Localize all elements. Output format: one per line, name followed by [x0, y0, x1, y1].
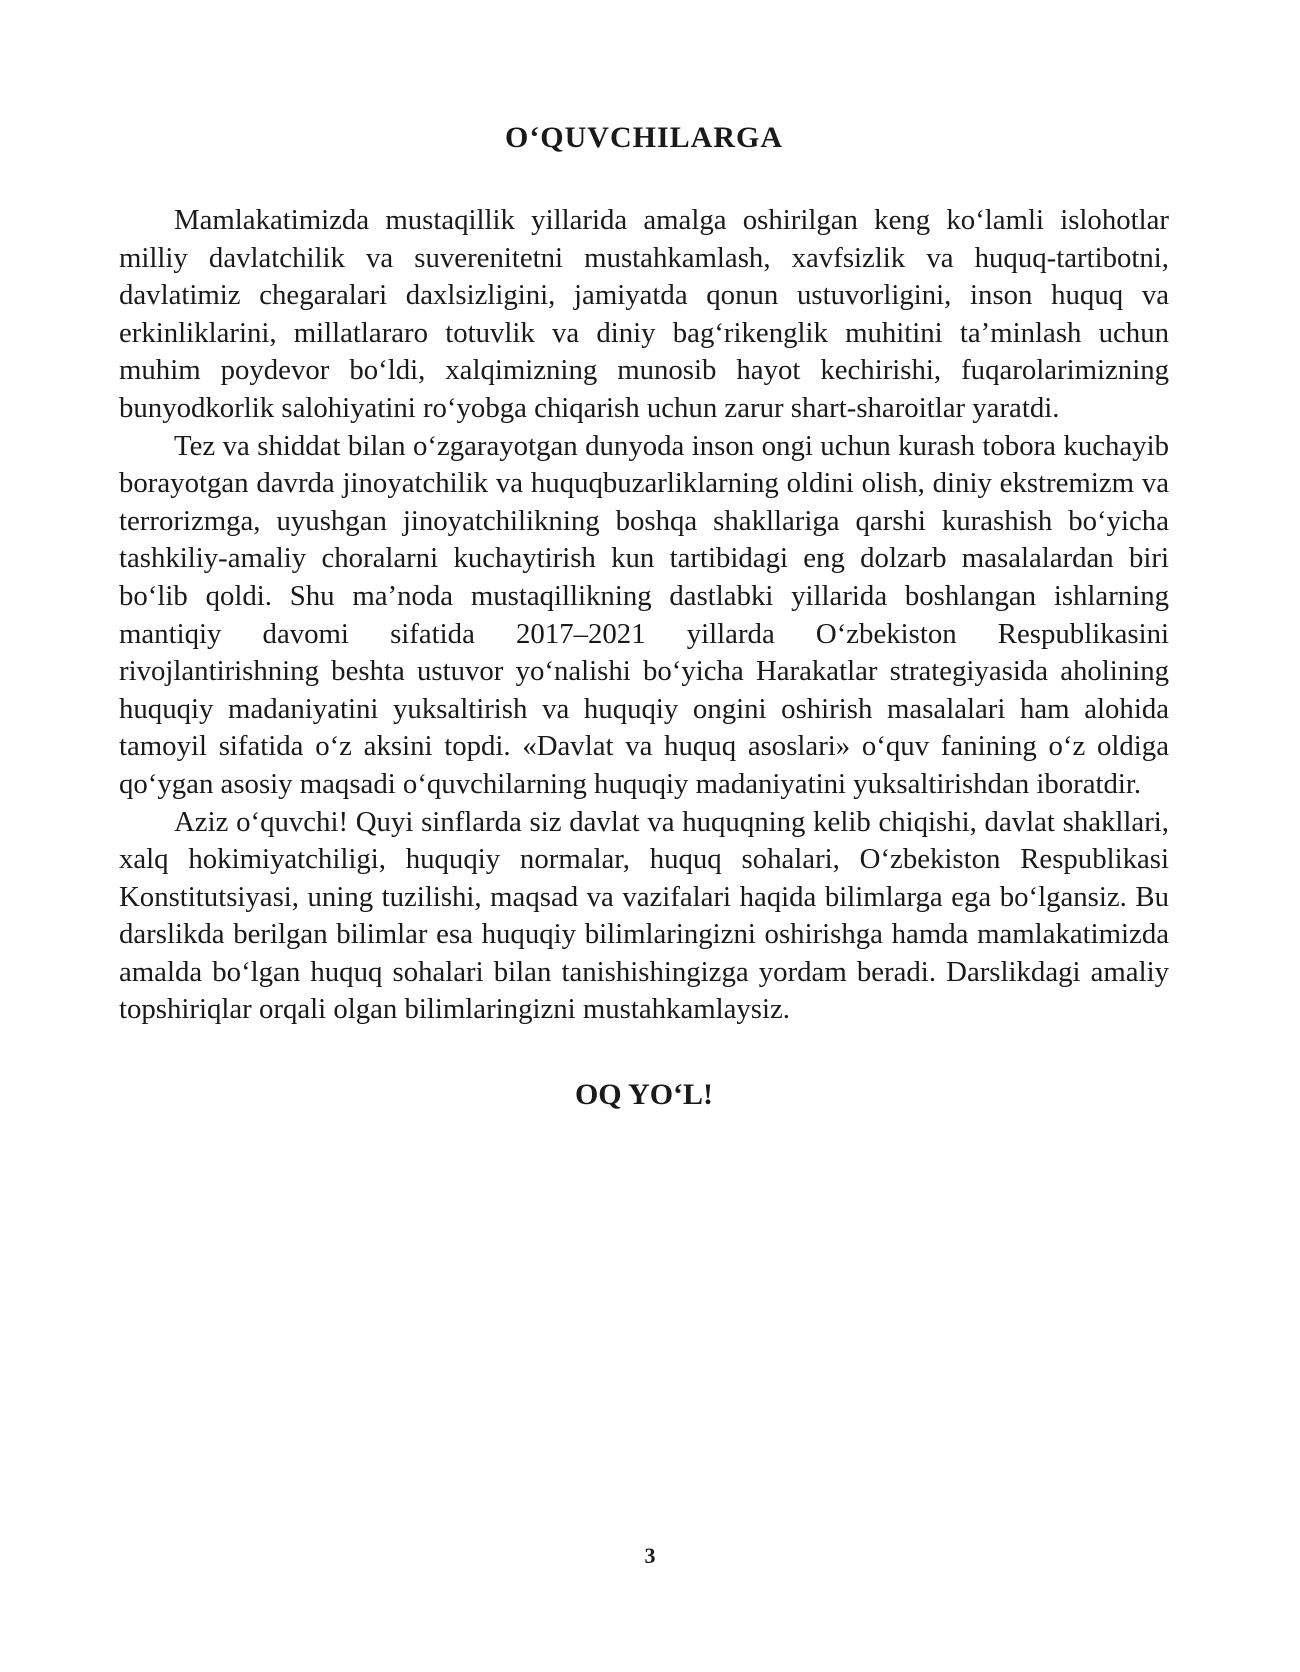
page-title: O‘QUVCHILARGA: [504, 121, 783, 154]
page-number: 3: [644, 1543, 656, 1568]
paragraph-address: Aziz o‘quvchi! Quyi sinflarda siz davlat va huquqning kelib chiqishi, davlat shakllari, xalq hokimiyatchiligi, huquqiy normalar, huquq sohalari, O‘zbekiston Respublikasi Konstitutsiyasi, uning tuzilishi, maqsad va vazifalari haqida bilimlarga ega bo‘lgansiz. Bu darslikda berilgan bilimlar esa huquqiy bilimlaringizni oshirishga hamda mamlakatimizda amalda bo‘lgan huquq sohalari bilan tanishishingizga yordam beradi. Darslikdagi amaliy topshiriqlar orqali olgan bilimlaringizni mustahkamlaysiz.: [119, 805, 1169, 1026]
paragraph-strategy: Tez va shiddat bilan o‘zgarayotgan dunyoda inson ongi uchun kurash tobora kuchayib borayotgan davrda jinoyatchilik va huquqbuzarliklarning oldini olish, diniy ekstremizm va terrorizmga, uyushgan jinoyatchilikning boshqa shakllariga qarshi kurashish bo‘yicha tashkiliy-amaliy choralarni kuchaytirish kun tartibidagi eng dolzarb masalalardan biri bo‘lib qoldi. Shu ma’noda mustaqillikning dastlabki yillarida boshlangan ishlarning mantiqiy davomi sifatida 2017–2021 yillarda O‘zbekiston Respublikasini rivojlantirishning beshta ustuvor yo‘nalishi bo‘yicha Harakatlar strategiyasida aholining huquqiy madaniyatini yuksaltirish va huquqiy ongini oshirish masalalari ham alohida tamoyil sifatida o‘z aksini topdi. «Davlat va huquq asoslari» o‘quv fanining o‘z oldiga qo‘ygan asosiy maqsadi o‘quvchilarning huquqiy madaniyatini yuksaltirishdan iboratdir.: [119, 429, 1169, 800]
paragraph-intro: Mamlakatimizda mustaqillik yillarida amalga oshirilgan keng ko‘lamli islohotlar milliy davlatchilik va suverenitetni mustahkamlash, xavfsizlik va huquq-tartibotni, davlatimiz chegaralari daxlsizligini, jamiyatda qonun ustuvorligini, inson huquq va erkinliklarini, millatlararo totuvlik va diniy bag‘rikenglik muhitini ta’minlash uchun muhim poydevor bo‘ldi, xalqimizning munosib hayot kechirishi, fuqarolarimizning bunyodkorlik salohiyatini ro‘yobga chiqarish uchun zarur shart-sharoitlar yaratdi.: [119, 204, 1169, 424]
document-page: [119, 118, 1169, 1115]
closing-phrase: OQ YO‘L!: [574, 1078, 714, 1112]
